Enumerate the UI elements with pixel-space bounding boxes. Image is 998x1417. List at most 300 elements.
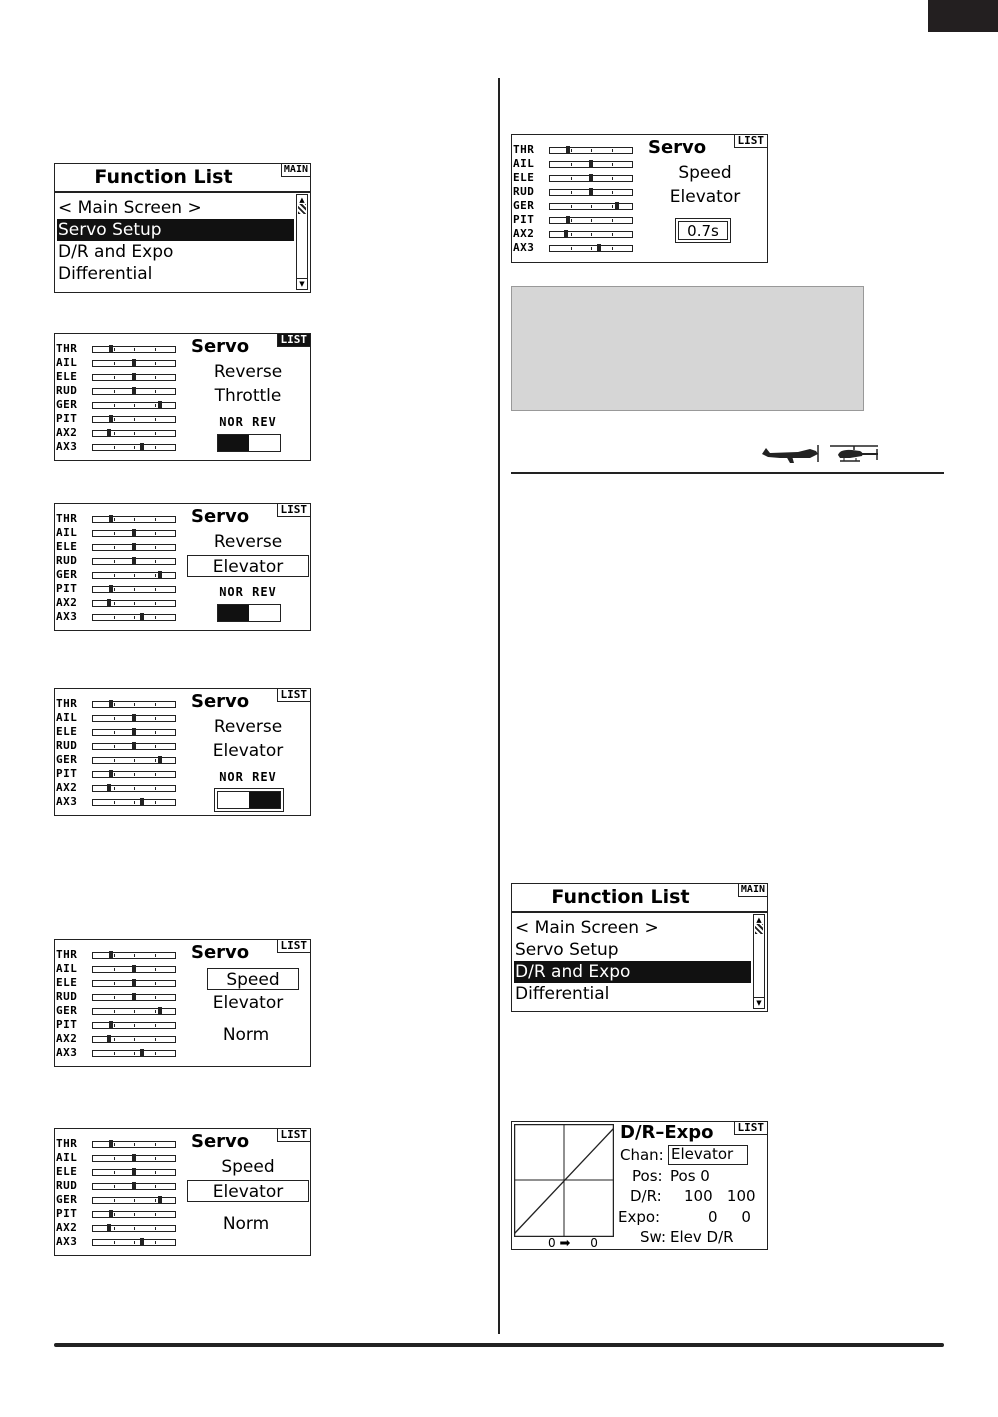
bar-tick (155, 773, 156, 776)
function-label[interactable]: Speed (678, 163, 732, 183)
reverse-toggle-selected[interactable] (217, 791, 281, 809)
channel-label-ax2: AX2 (56, 426, 78, 439)
bar-tick (591, 205, 592, 208)
bar-tick (591, 233, 592, 236)
channel-label-ger: GER (56, 753, 78, 766)
bar-tick (134, 759, 135, 762)
bar-tick (114, 432, 115, 435)
servo-reverse-elevator-screen (54, 503, 311, 631)
channel-position-marker (615, 202, 619, 210)
bar-tick (591, 247, 592, 250)
channel-position-marker (132, 529, 136, 537)
bar-tick (155, 574, 156, 577)
channel-position-marker (589, 188, 593, 196)
bar-tick (134, 954, 135, 957)
channel-label-ele: ELE (56, 540, 78, 553)
bar-tick (134, 787, 135, 790)
bar-tick (155, 446, 156, 449)
channel-bar-pit (92, 1211, 176, 1218)
channel-label[interactable]: Elevator (212, 741, 284, 761)
channel-bar-ax3 (92, 444, 176, 451)
bar-tick (114, 404, 115, 407)
channel-bar-ger (92, 757, 176, 764)
channel-bar-ele (92, 980, 176, 987)
bar-tick (571, 247, 572, 250)
bar-tick (134, 1143, 135, 1146)
bar-tick (155, 390, 156, 393)
channel-bar-thr (92, 1141, 176, 1148)
channel-label-ax3: AX3 (56, 440, 78, 453)
channel-bar-ger (92, 402, 176, 409)
channel-position-marker (158, 401, 162, 409)
bar-tick (114, 703, 115, 706)
bar-tick (114, 1199, 115, 1202)
channel-position-marker (109, 515, 113, 523)
bar-tick (114, 348, 115, 351)
note-box (511, 286, 864, 411)
screen-title: D/R–Expo (620, 1122, 714, 1143)
channel-label-rud: RUD (513, 185, 535, 198)
list-item[interactable]: D/R and Expo (58, 242, 174, 262)
channel-bar-ger (549, 203, 633, 210)
bar-tick (114, 996, 115, 999)
channel-bar-ail (92, 715, 176, 722)
channel-position-marker (140, 798, 144, 806)
channel-position-marker (158, 571, 162, 579)
channel-bar-ax3 (549, 245, 633, 252)
bar-tick (571, 233, 572, 236)
bar-tick (134, 432, 135, 435)
channel-label-ax3: AX3 (56, 610, 78, 623)
channel-position-marker (109, 345, 113, 353)
title-separator (512, 911, 767, 913)
dr-values[interactable]: 100 100 (684, 1187, 756, 1205)
reverse-toggle[interactable] (217, 434, 281, 452)
channel-bar-ele (92, 729, 176, 736)
switch-value[interactable]: Elev D/R (670, 1228, 734, 1246)
dr-label: D/R: (630, 1187, 662, 1205)
channel-label-ax2: AX2 (56, 781, 78, 794)
bar-tick (114, 759, 115, 762)
pos-label: Pos: (632, 1167, 663, 1185)
channel-label-ax2: AX2 (56, 1032, 78, 1045)
channel-position-marker (107, 784, 111, 792)
bar-tick (114, 773, 115, 776)
channel-label-pit: PIT (513, 213, 535, 226)
bar-tick (155, 1010, 156, 1013)
bar-tick (155, 532, 156, 535)
channel-label[interactable]: Throttle (214, 386, 282, 406)
channel-bar-ax3 (92, 614, 176, 621)
list-item[interactable]: Differential (58, 264, 153, 284)
bar-tick (134, 446, 135, 449)
channel-bar-ger (92, 1197, 176, 1204)
channel-position-marker (109, 700, 113, 708)
channel-bar-rud (92, 558, 176, 565)
channel-position-marker (140, 443, 144, 451)
screen-title: Function List (551, 886, 690, 908)
channel-bar-pit (92, 1022, 176, 1029)
list-tag[interactable]: LIST (277, 504, 311, 517)
bar-tick (114, 574, 115, 577)
channel-position-marker (566, 146, 570, 154)
bar-tick (134, 1199, 135, 1202)
bar-tick (134, 1038, 135, 1041)
bar-tick (114, 1038, 115, 1041)
screen-title: Servo (191, 336, 250, 357)
speed-value[interactable]: Norm (222, 1214, 270, 1234)
channel-label-thr: THR (56, 512, 78, 525)
expo-values[interactable]: 0 0 (708, 1208, 751, 1226)
pos-value[interactable]: Pos 0 (670, 1167, 710, 1185)
channel-label-pit: PIT (56, 582, 78, 595)
bar-tick (114, 1241, 115, 1244)
scroll-down-icon[interactable]: ▼ (754, 997, 764, 1008)
bar-tick (114, 588, 115, 591)
list-tag[interactable]: LIST (277, 1129, 311, 1142)
bar-tick (114, 560, 115, 563)
channel-label-ail: AIL (56, 962, 78, 975)
bar-tick (155, 1052, 156, 1055)
bar-tick (612, 205, 613, 208)
channel-label-ax3: AX3 (56, 1235, 78, 1248)
scroll-thumb[interactable] (298, 204, 306, 214)
channel-label-ax3: AX3 (56, 1046, 78, 1059)
channel-bar-ele (549, 175, 633, 182)
function-label[interactable]: Speed (221, 1157, 275, 1177)
bar-tick (114, 968, 115, 971)
bar-tick (134, 574, 135, 577)
channel-label-ax2: AX2 (56, 596, 78, 609)
bottom-rule (54, 1343, 944, 1347)
bar-tick (155, 968, 156, 971)
channel-bar-rud (92, 743, 176, 750)
bar-tick (114, 731, 115, 734)
bar-tick (155, 362, 156, 365)
bar-tick (155, 1038, 156, 1041)
bar-tick (114, 376, 115, 379)
bar-tick (612, 149, 613, 152)
scrollbar[interactable] (296, 194, 308, 290)
bar-tick (114, 616, 115, 619)
bar-tick (155, 745, 156, 748)
list-item-selected[interactable]: D/R and Expo (514, 961, 751, 983)
list-item[interactable]: Servo Setup (515, 940, 619, 960)
bar-tick (134, 348, 135, 351)
scroll-thumb[interactable] (755, 924, 763, 934)
list-item-selected[interactable]: Servo Setup (57, 219, 294, 241)
channel-label-thr: THR (56, 1137, 78, 1150)
channel-position-marker (109, 770, 113, 778)
channel-position-marker (140, 613, 144, 621)
reverse-toggle[interactable] (217, 604, 281, 622)
channel-position-marker (564, 230, 568, 238)
screen-title: Function List (94, 166, 233, 188)
bar-tick (155, 1241, 156, 1244)
scroll-up-icon[interactable]: ▲ (299, 196, 305, 204)
bar-tick (155, 1157, 156, 1160)
bar-tick (155, 1143, 156, 1146)
bar-tick (571, 149, 572, 152)
channel-bar-pit (92, 586, 176, 593)
screen-title: Servo (191, 506, 250, 527)
main-tag[interactable]: MAIN (281, 164, 310, 177)
bar-tick (155, 1199, 156, 1202)
bar-tick (155, 787, 156, 790)
channel-bar-ax3 (92, 799, 176, 806)
channel-bar-ax2 (549, 231, 633, 238)
function-list-screen-bottom (511, 883, 768, 1012)
channel-label-thr: THR (56, 342, 78, 355)
channel-bar-ail (549, 161, 633, 168)
bar-tick (612, 191, 613, 194)
page-corner-tab (928, 0, 998, 32)
channel-label-ger: GER (56, 568, 78, 581)
title-separator (55, 191, 310, 193)
channel-position-marker (132, 965, 136, 973)
channel-bar-thr (92, 516, 176, 523)
bar-tick (114, 602, 115, 605)
scroll-down-icon[interactable]: ▼ (297, 278, 307, 289)
scrollbar[interactable] (753, 914, 765, 1009)
function-label[interactable]: Reverse (213, 532, 283, 552)
channel-label-ger: GER (56, 1004, 78, 1017)
channel-bar-ele (92, 374, 176, 381)
dr-expo-screen (511, 1121, 768, 1250)
channel-position-marker (109, 951, 113, 959)
servo-speed-elevator-screen (54, 1128, 311, 1256)
bar-tick (114, 446, 115, 449)
list-item[interactable]: Differential (515, 984, 610, 1004)
bar-tick (114, 1024, 115, 1027)
channel-label-ger: GER (513, 199, 535, 212)
channel-bar-pit (92, 771, 176, 778)
channel-position-marker (132, 742, 136, 750)
bar-tick (155, 982, 156, 985)
channel-bar-thr (92, 952, 176, 959)
bar-tick (114, 801, 115, 804)
list-item[interactable]: < Main Screen > (58, 198, 202, 218)
channel-position-marker (132, 1182, 136, 1190)
bar-tick (114, 390, 115, 393)
channel-label[interactable]: Elevator (212, 993, 284, 1013)
channel-label-selected[interactable]: Elevator (187, 555, 309, 577)
bar-tick (134, 602, 135, 605)
helicopter-icon (830, 446, 878, 461)
bar-tick (134, 404, 135, 407)
bar-tick (155, 560, 156, 563)
channel-position-marker (107, 1224, 111, 1232)
bar-tick (155, 1227, 156, 1230)
bar-tick (134, 418, 135, 421)
channel-label-ail: AIL (513, 157, 535, 170)
screen-title: Servo (191, 691, 250, 712)
channel-label-rud: RUD (56, 990, 78, 1003)
bar-tick (114, 745, 115, 748)
channel-position-marker (132, 1154, 136, 1162)
bar-tick (155, 759, 156, 762)
channel-position-marker (132, 979, 136, 987)
bar-tick (114, 362, 115, 365)
channel-position-marker (566, 216, 570, 224)
channel-label-ele: ELE (56, 1165, 78, 1178)
bar-tick (155, 996, 156, 999)
scroll-up-icon[interactable]: ▲ (756, 916, 762, 924)
channel-position-marker (109, 1021, 113, 1029)
bar-tick (114, 418, 115, 421)
bar-tick (155, 546, 156, 549)
channel-label-ger: GER (56, 398, 78, 411)
axis-right-value: 0 (590, 1236, 598, 1250)
channel-label-ax3: AX3 (513, 241, 535, 254)
bar-tick (114, 954, 115, 957)
channel-position-marker (132, 993, 136, 1001)
arrow-right-icon: ➡ (559, 1236, 571, 1250)
list-tag[interactable]: LIST (734, 135, 768, 148)
channel-position-marker (107, 599, 111, 607)
channel-bar-ail (92, 1155, 176, 1162)
channel-position-marker (132, 557, 136, 565)
bar-tick (114, 1010, 115, 1013)
channel-label-ele: ELE (513, 171, 535, 184)
bar-tick (114, 532, 115, 535)
model-type-icons (760, 442, 882, 464)
function-label-selected[interactable]: Speed (207, 968, 299, 990)
bar-tick (155, 717, 156, 720)
list-tag[interactable]: LIST (277, 940, 311, 953)
bar-tick (155, 588, 156, 591)
bar-tick (155, 801, 156, 804)
channel-label[interactable]: Elevator (669, 187, 741, 207)
channel-label-ele: ELE (56, 370, 78, 383)
bar-tick (114, 1185, 115, 1188)
bar-tick (114, 518, 115, 521)
channel-label-ax3: AX3 (56, 795, 78, 808)
screen-title: Servo (191, 1131, 250, 1152)
speed-value-selected[interactable]: 0.7s (678, 221, 728, 240)
nor-rev-label: NOR REV (219, 585, 277, 599)
bar-tick (571, 191, 572, 194)
bar-tick (155, 703, 156, 706)
channel-position-marker (158, 1196, 162, 1204)
bar-tick (134, 773, 135, 776)
channel-label-ail: AIL (56, 356, 78, 369)
channel-bar-ax2 (92, 785, 176, 792)
channel-label-pit: PIT (56, 1018, 78, 1031)
channel-label-pit: PIT (56, 1207, 78, 1220)
channel-position-marker (597, 244, 601, 252)
channel-bar-ax2 (92, 1036, 176, 1043)
channel-position-marker (132, 387, 136, 395)
bar-tick (571, 163, 572, 166)
list-item[interactable]: < Main Screen > (515, 918, 659, 938)
bar-tick (134, 616, 135, 619)
bar-tick (134, 1241, 135, 1244)
bar-tick (114, 982, 115, 985)
bar-tick (134, 1010, 135, 1013)
channel-label-rud: RUD (56, 739, 78, 752)
bar-tick (134, 703, 135, 706)
bar-tick (155, 1185, 156, 1188)
channel-bar-ele (92, 1169, 176, 1176)
nor-rev-label: NOR REV (219, 415, 277, 429)
channel-label-ail: AIL (56, 711, 78, 724)
bar-tick (155, 616, 156, 619)
channel-bar-thr (92, 701, 176, 708)
bar-tick (571, 177, 572, 180)
stick-position-indicator (548, 1238, 598, 1249)
bar-tick (134, 1024, 135, 1027)
bar-tick (114, 787, 115, 790)
list-tag[interactable]: LIST (277, 689, 311, 702)
function-list-screen-top (54, 163, 311, 293)
channel-position-marker (132, 373, 136, 381)
channel-bar-thr (92, 346, 176, 353)
bar-tick (612, 219, 613, 222)
bar-tick (114, 1052, 115, 1055)
channel-position-marker (132, 1168, 136, 1176)
bar-tick (155, 418, 156, 421)
speed-value[interactable]: Norm (222, 1025, 270, 1045)
expo-curve-graph (514, 1124, 614, 1237)
bar-tick (571, 219, 572, 222)
channel-bar-pit (92, 416, 176, 423)
list-tag[interactable]: LIST (734, 1122, 768, 1135)
channel-label-rud: RUD (56, 1179, 78, 1192)
bar-tick (134, 1213, 135, 1216)
main-tag[interactable]: MAIN (738, 884, 767, 897)
channel-position-marker (589, 174, 593, 182)
bar-tick (155, 376, 156, 379)
bar-tick (134, 801, 135, 804)
channel-label-rud: RUD (56, 384, 78, 397)
screen-title: Servo (648, 137, 707, 158)
channel-label-selected[interactable]: Elevator (187, 1180, 309, 1202)
channel-label-ail: AIL (56, 526, 78, 539)
bar-tick (114, 1213, 115, 1216)
bar-tick (134, 1227, 135, 1230)
channel-label-ail: AIL (56, 1151, 78, 1164)
list-tag[interactable]: LIST (277, 334, 311, 347)
function-label[interactable]: Reverse (213, 362, 283, 382)
bar-tick (591, 219, 592, 222)
channel-bar-rud (92, 388, 176, 395)
channel-bar-ger (92, 1008, 176, 1015)
channel-bar-ail (92, 360, 176, 367)
channel-bar-ger (92, 572, 176, 579)
bar-tick (155, 1213, 156, 1216)
channel-label-pit: PIT (56, 767, 78, 780)
bar-tick (155, 404, 156, 407)
channel-position-marker (158, 1007, 162, 1015)
bar-tick (114, 546, 115, 549)
channel-select[interactable]: Elevator (668, 1145, 748, 1165)
channel-bar-ax2 (92, 600, 176, 607)
bar-tick (612, 233, 613, 236)
function-label[interactable]: Reverse (213, 717, 283, 737)
bar-tick (134, 588, 135, 591)
bar-tick (155, 731, 156, 734)
channel-label-thr: THR (56, 948, 78, 961)
servo-reverse-throttle-screen (54, 333, 311, 461)
channel-position-marker (109, 415, 113, 423)
column-divider (498, 78, 500, 1334)
bar-tick (134, 1052, 135, 1055)
bar-tick (155, 1171, 156, 1174)
channel-bar-pit (549, 217, 633, 224)
bar-tick (612, 177, 613, 180)
channel-label-thr: THR (513, 143, 535, 156)
